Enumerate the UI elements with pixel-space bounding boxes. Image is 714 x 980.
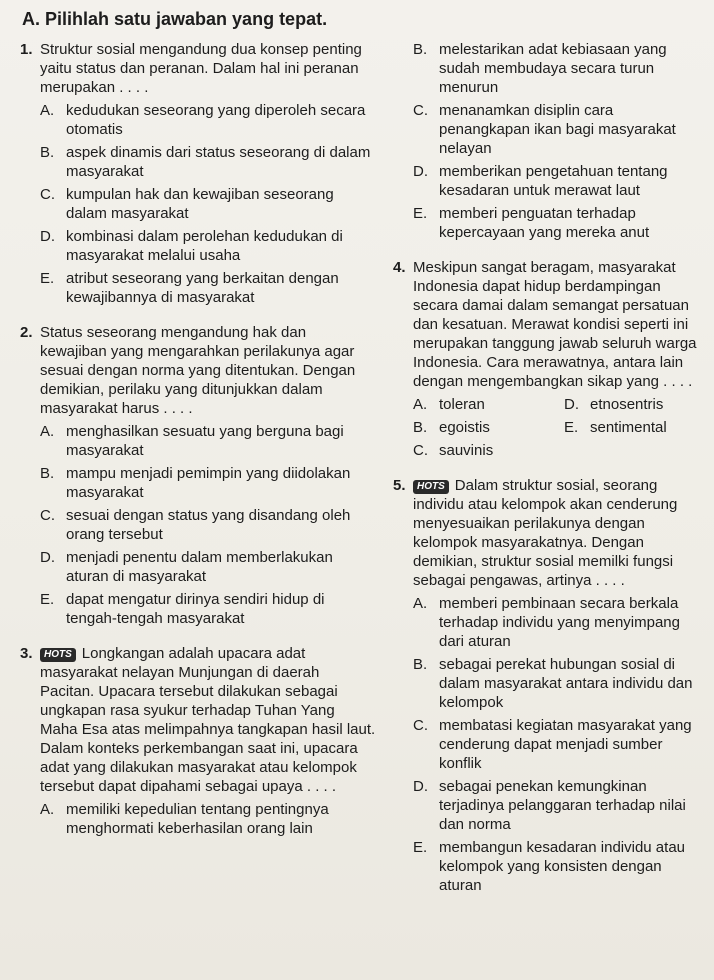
option-text: aspek dinamis dari status seseorang di dalam masyarakat: [66, 144, 371, 180]
hots-badge: HOTS: [40, 648, 76, 662]
option-d[interactable]: [413, 162, 707, 200]
option-text: atribut seseorang yang berkaitan dengan kewajibannya di masyarakat: [66, 270, 339, 306]
option-letter: E.: [413, 839, 428, 856]
hots-badge: HOTS: [413, 480, 449, 494]
option-letter: D.: [40, 228, 55, 245]
option-a[interactable]: [40, 422, 376, 460]
question-number: 1.: [20, 41, 33, 58]
option-letter: C.: [413, 717, 428, 734]
question-2: [20, 323, 376, 632]
option-text: dapat mengatur dirinya sendiri hidup di tengah-tengah masyarakat: [66, 591, 325, 627]
option-text: kedudukan seseorang yang diperoleh secara otomatis: [66, 102, 366, 138]
option-text: memberikan pengetahuan tentang kesadaran untuk merawat laut: [439, 163, 668, 199]
option-text: sentimental: [590, 419, 667, 436]
question-3: [20, 644, 376, 842]
option-a[interactable]: [413, 395, 556, 414]
question-number: 5.: [393, 477, 406, 494]
question-body: [40, 40, 376, 311]
option-text: sebagai penekan kemungkinan terjadinya pelanggaran terhadap nilai dan norma: [439, 778, 686, 833]
question-body: [413, 40, 707, 246]
option-e[interactable]: [413, 204, 707, 242]
option-text: egoistis: [439, 419, 490, 436]
question-4: [393, 258, 707, 464]
option-text: sauvinis: [439, 442, 494, 459]
option-letter: C.: [413, 442, 428, 459]
option-c[interactable]: [413, 101, 707, 158]
option-text: membangun kesadaran individu atau kelompok yang konsisten dengan aturan: [439, 839, 685, 894]
option-text: kumpulan hak dan kewajiban seseorang dalam masyarakat: [66, 186, 334, 222]
option-letter: D.: [40, 549, 55, 566]
option-letter: E.: [564, 419, 579, 436]
option-text: etnosentris: [590, 396, 664, 413]
option-a[interactable]: [413, 594, 707, 651]
option-letter: A.: [40, 423, 55, 440]
question-body: [40, 323, 376, 632]
option-letter: E.: [40, 270, 55, 287]
option-letter: B.: [40, 465, 55, 482]
option-b[interactable]: [40, 464, 376, 502]
option-letter: D.: [413, 163, 428, 180]
question-body: [413, 476, 707, 899]
question-1: [20, 40, 376, 311]
question-stem-text: Longkangan adalah upacara adat masyarakat nelayan Munjungan di daerah Pacitan. Upacara tersebut dilakukan sebagai ungkapan rasa syukur terhadap Tuhan Yang Maha Esa atas melimpahnya tangkapan hasil laut. Dalam konteks perkembangan saat ini, upacara adat yang dilakukan masyarakat atau kelompok tersebut dapat dipahami sebagai upaya . . . .: [40, 645, 376, 795]
option-letter: A.: [40, 102, 55, 119]
option-letter: B.: [413, 41, 428, 58]
options-grid: [413, 395, 707, 464]
option-letter: C.: [413, 102, 428, 119]
option-e[interactable]: [40, 269, 376, 307]
option-letter: A.: [413, 396, 428, 413]
option-text: menanamkan disiplin cara penangkapan ikan bagi masyarakat nelayan: [439, 102, 676, 157]
option-a[interactable]: [40, 101, 376, 139]
option-text: kombinasi dalam perolehan kedudukan di masyarakat melalui usaha: [66, 228, 343, 264]
question-stem-text: Dalam struktur sosial, seorang individu atau kelompok akan cenderung menyesuaikan perilakunya dengan kelompok masyarakatnya. Dengan demikian, struktur sosial memilki fungsi sebagai pengawas, artinya . . . .: [413, 477, 678, 589]
option-text: mampu menjadi pemimpin yang diidolakan masyarakat: [66, 465, 351, 501]
option-text: toleran: [439, 396, 485, 413]
option-letter: A.: [413, 595, 428, 612]
option-text: memberi penguatan terhadap kepercayaan yang mereka anut: [439, 205, 650, 241]
option-d[interactable]: [413, 777, 707, 834]
option-text: membatasi kegiatan masyarakat yang cenderung dapat menjadi sumber konflik: [439, 717, 692, 772]
question-3-continued: [393, 40, 707, 246]
option-letter: D.: [413, 778, 428, 795]
option-letter: C.: [40, 186, 55, 203]
option-c[interactable]: [413, 441, 556, 460]
option-d[interactable]: [40, 548, 376, 586]
section-title: A. Pilihlah satu jawaban yang tepat.: [22, 9, 328, 29]
option-letter: A.: [40, 801, 55, 818]
question-number: 3.: [20, 645, 33, 662]
option-letter: B.: [413, 656, 428, 673]
option-e[interactable]: [40, 590, 376, 628]
question-stem: Struktur sosial mengandung dua konsep penting yaitu status dan peranan. Dalam hal ini peranan merupakan . . . .: [40, 41, 362, 96]
option-b[interactable]: [413, 40, 707, 97]
option-b[interactable]: [413, 418, 556, 437]
question-stem: [40, 644, 376, 796]
question-5: [393, 476, 707, 899]
option-b[interactable]: [413, 655, 707, 712]
option-c[interactable]: [413, 716, 707, 773]
option-text: menjadi penentu dalam memberlakukan aturan di masyarakat: [66, 549, 333, 585]
option-e[interactable]: [413, 838, 707, 895]
option-text: menghasilkan sesuatu yang berguna bagi masyarakat: [66, 423, 344, 459]
option-d[interactable]: [40, 227, 376, 265]
option-text: melestarikan adat kebiasaan yang sudah membudaya secara turun menurun: [439, 41, 667, 96]
option-text: sebagai perekat hubungan sosial di dalam masyarakat antara individu dan kelompok: [439, 656, 693, 711]
option-c[interactable]: [40, 506, 376, 544]
option-c[interactable]: [40, 185, 376, 223]
option-letter: D.: [564, 396, 579, 413]
question-number: 4.: [393, 259, 406, 276]
question-body: [413, 258, 707, 464]
option-text: memberi pembinaan secara berkala terhadap individu yang menyimpang dari aturan: [439, 595, 680, 650]
option-letter: C.: [40, 507, 55, 524]
question-stem: [413, 476, 707, 590]
question-stem: Status seseorang mengandung hak dan kewajiban yang mengarahkan perilakunya agar sesuai dengan norma yang ditentukan. Dengan demikian, perilaku yang ditunjukkan dalam masyarakat harus . . . .: [40, 324, 356, 417]
option-letter: E.: [413, 205, 428, 222]
option-letter: B.: [413, 419, 428, 436]
question-body: [40, 644, 376, 842]
option-text: sesuai dengan status yang disandang oleh orang tersebut: [66, 507, 351, 543]
right-column: [393, 40, 707, 911]
question-stem: Meskipun sangat beragam, masyarakat Indonesia dapat hidup berdampingan secara damai dalam semangat persatuan dan kesatuan. Merawat kondisi seperti ini merupakan tanggung jawab seluruh warga Indonesia. Cara merawatnya, antara lain dengan mengembangkan sikap yang . . . .: [413, 259, 697, 390]
option-text: memiliki kepedulian tentang pentingnya menghormati keberhasilan orang lain: [66, 801, 329, 837]
question-number: 2.: [20, 324, 33, 341]
option-letter: B.: [40, 144, 55, 161]
option-a[interactable]: [40, 800, 376, 838]
option-b[interactable]: [40, 143, 376, 181]
option-e[interactable]: [564, 418, 707, 437]
option-d[interactable]: [564, 395, 707, 414]
option-letter: E.: [40, 591, 55, 608]
left-column: [20, 40, 376, 854]
